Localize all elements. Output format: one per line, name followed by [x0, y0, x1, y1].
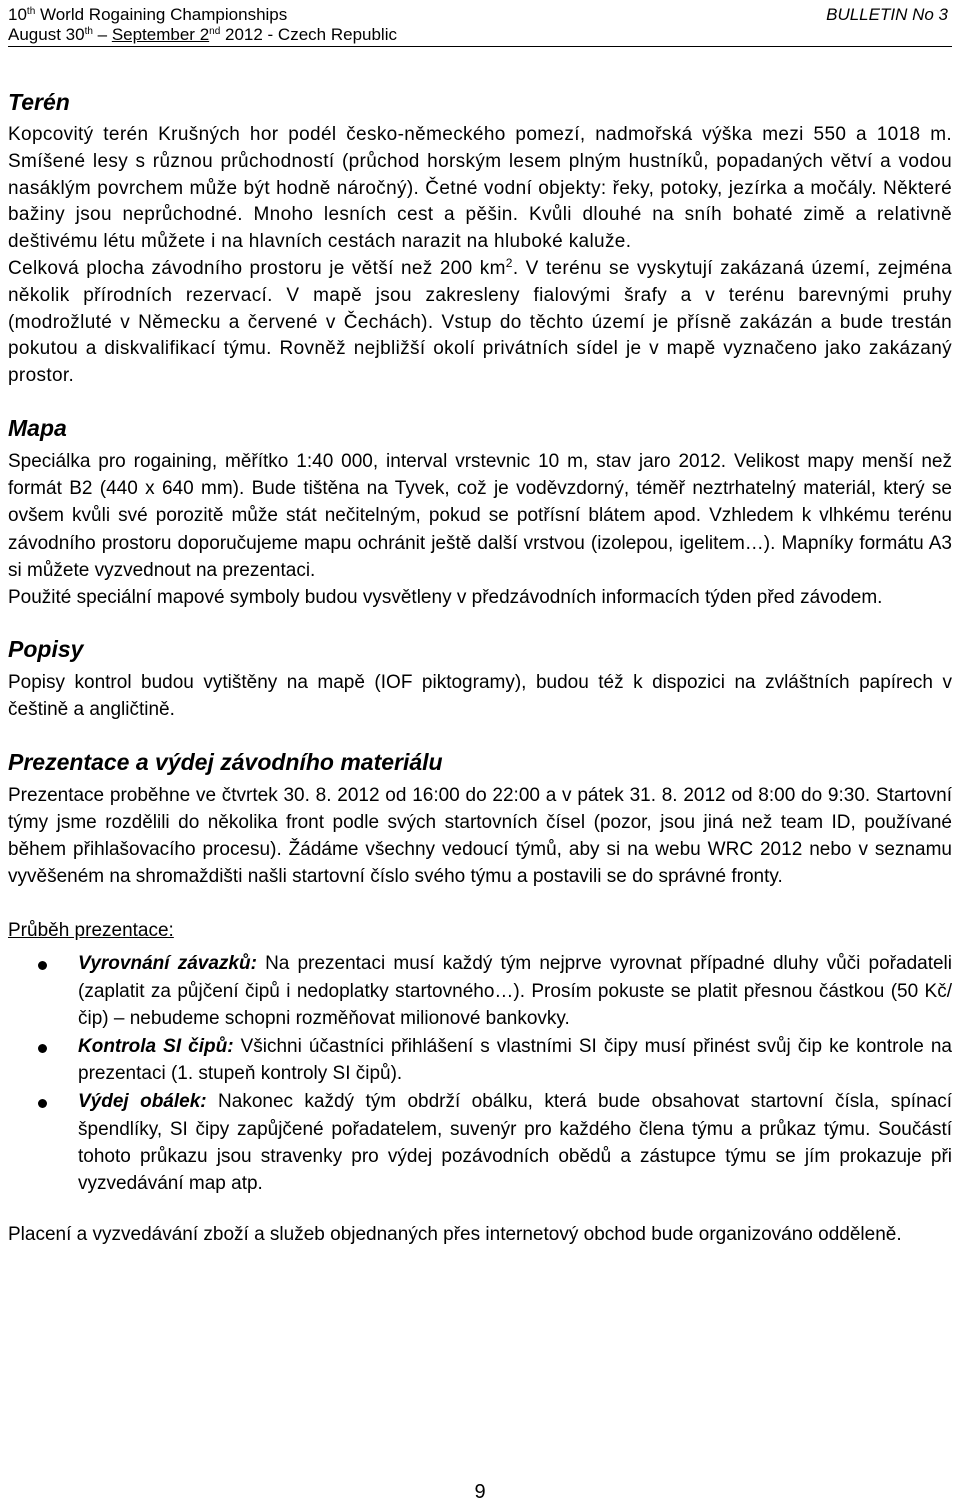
bullet-icon: [38, 1099, 47, 1108]
page-header: [8, 2, 952, 47]
prezentace-steps-list: [8, 950, 952, 1197]
mapa-paragraph-2: Použité speciální mapové symboly budou vysvětleny v předzávodních informacích týden před závodem.: [8, 586, 883, 608]
list-item: Výdej obálek: Nakonec každý tým obdrží obálku, která bude obsahovat startovní čísla, spínací špendlíky, SI čipy zapůjčené pořadatelem, suvenýr pro každého člena týmu a průkaz týmu. Součástí tohoto průkazu jsou stravenky pro výdej pozávodních obědů a zástupce týmu se jím prokazuje při vyzvedávání map atp.: [8, 1088, 952, 1197]
section-popisy: [8, 635, 952, 723]
bullet-icon: [38, 961, 47, 970]
prezentace-paragraph-2: Placení a vyzvedávání zboží a služeb objednaných přes internetový obchod bude organizováno odděleně.: [8, 1224, 902, 1246]
section-heading-mapa: Mapa: [8, 414, 67, 441]
prezentace-paragraph-1: Prezentace proběhne ve čtvrtek 30. 8. 2012 od 16:00 do 22:00 a v pátek 31. 8. 2012 od 8:00 do 9:30. Startovní týmy jsme rozdělili do několika front podle svých startovních čísel (pozor, jsou jiná než team ID, používané během přihlašovacího procesu). Žádáme všechny vedoucí týmů, aby si na webu WRC 2012 nebo v seznamu vyvěšeném na shromaždišti našli startovní číslo svého týmu a postavili se do správné fronty.: [8, 784, 952, 888]
section-heading-popisy: Popisy: [8, 636, 84, 663]
page-content: [8, 88, 952, 1248]
popisy-paragraph-1: Popisy kontrol budou vytištěny na mapě (IOF piktogramy), budou též k dispozici na zvláštních papírech v češtině a angličtině.: [8, 672, 952, 721]
header-event-title: 10th World Rogaining Championships: [8, 5, 288, 24]
prezentace-subheading: Průběh prezentace:: [8, 920, 174, 942]
section-prezentace: [8, 748, 952, 1249]
header-event-dates: August 30th – September 2nd 2012 - Czech Republic: [8, 25, 397, 44]
bullet-icon: [38, 1044, 47, 1053]
mapa-paragraph-1: Speciálka pro rogaining, měřítko 1:40 000, interval vrstevnic 10 m, stav jaro 2012. Velikost mapy menší než formát B2 (440 x 640 mm). Bude tištěna na Tyvek, což je voděvzdorný, téměř neztrhatelný materiál, který se ovšem kvůli své porozitě může stát nečitelným, pokud se potřísní blátem apod. Vzhledem k vlhkému terénu závodního prostoru doporučujeme mapu ochránit ještě další vrstvou (izolepou, igelitem…). Mapníky formátu A3 si můžete vyzvednout na prezentaci.: [8, 450, 952, 581]
section-mapa: [8, 414, 952, 611]
section-heading-prezentace: Prezentace a výdej závodního materiálu: [8, 748, 443, 775]
page-number: 9: [474, 1481, 486, 1503]
list-item: Vyrovnání závazků: Na prezentaci musí každý tým nejprve vyrovnat případné dluhy vůči pořadateli (zaplatit za půjčení čipů i nedoplatky startovného…). Prosím pokuste se platit přesnou částkou (50 Kč/čip) – nebudeme schopni rozměňovat milionové bankovky.: [8, 950, 952, 1032]
teren-paragraph-2: Celková plocha závodního prostoru je větší než 200 $km^2$. V terénu se vyskytují zakázaná území, zejména několik přírodních rezervací. V mapě jsou zakresleny fialovými šrafy a v terénu barevnými pruhy (modrožluté v Německu a červené v Čechách). Vstup do těchto území je přísně zakázán a bude trestán pokutou a diskvalifikací týmu. Rovněž nejbližší okolí privátních sídel je v mapě vyznačeno jako zakázaný prostor.: [8, 255, 953, 387]
header-bulletin-number: BULLETIN No 3: [826, 5, 948, 24]
section-heading-teren: Terén: [8, 89, 70, 115]
section-teren: [8, 88, 952, 390]
teren-paragraph-1: Kopcovitý terén Krušných hor podél česko-německého pomezí, nadmořská výška mezi 550 a 1018 m. Smíšené lesy s různou průchodností (průchod horským lesem plným hustníků, popadaných větví a vodou nasáklým povrchem může být hodně náročný). Četné vodní objekty: řeky, potoky, jezírka a močály. Některé bažiny jsou neprůchodné. Mnoho lesních cest a pěšin. Kvůli dlouhé na sníh bohaté zimě a relativně deštivému létu můžete i na hlavních cestách narazit na hluboké kaluže.: [8, 124, 952, 253]
list-item: Kontrola SI čipů: Všichni účastníci přihlášení s vlastními SI čipy musí přinést svůj čip ke kontrole na prezentaci (1. stupeň kontroly SI čipů).: [8, 1033, 952, 1087]
